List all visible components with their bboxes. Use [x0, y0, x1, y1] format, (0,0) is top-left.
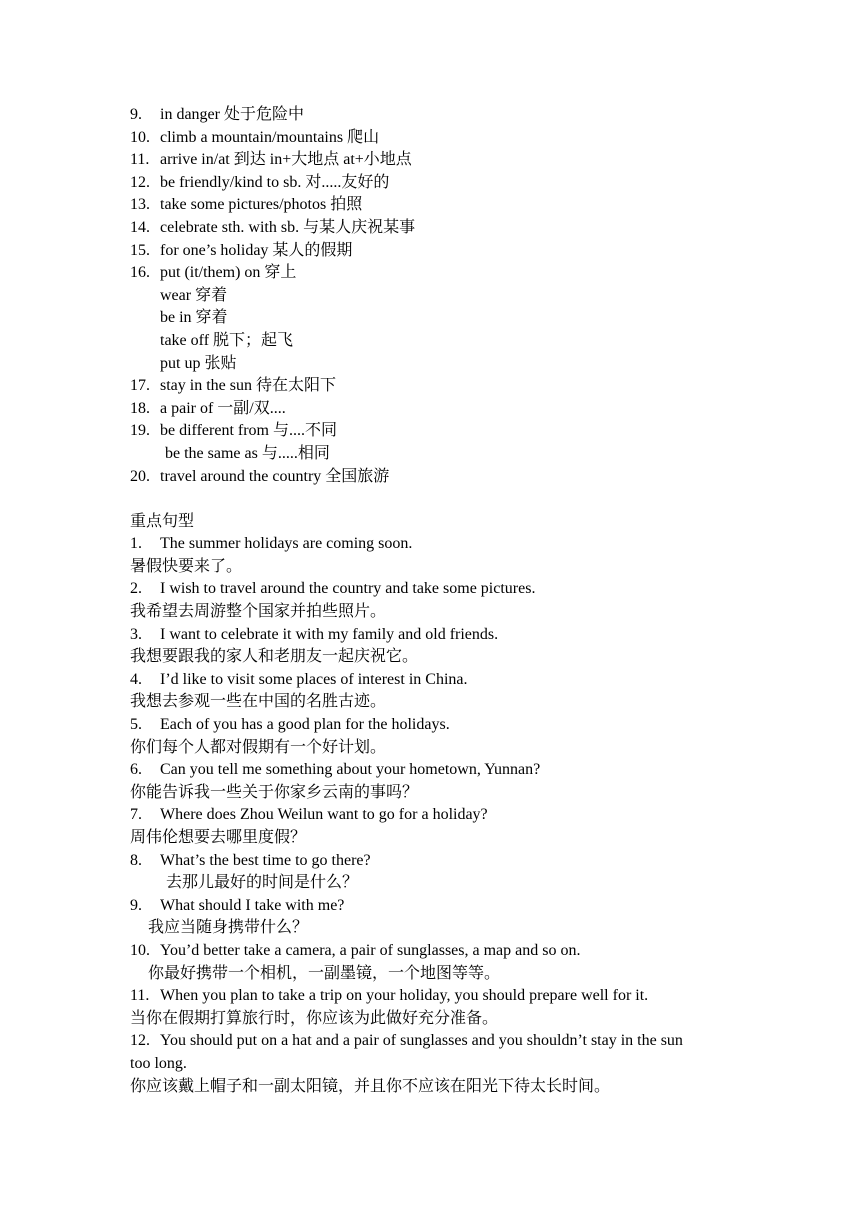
sentence-text: The summer holidays are coming soon. — [160, 535, 413, 553]
sentence-text: I’d like to visit some places of interest in China. — [160, 670, 468, 688]
sentence-text: You should put on a hat and a pair of sunglasses and you shouldn’t stay in the sun — [160, 1032, 683, 1050]
item-number: 3. — [130, 625, 142, 643]
sentence-en — [130, 714, 740, 737]
sentence-en-continued: too long. — [130, 1054, 187, 1072]
item-number: 10. — [130, 128, 150, 146]
item-number: 20. — [130, 467, 150, 485]
item-number: 10. — [130, 941, 150, 959]
item-number: 7. — [130, 806, 142, 824]
sentence-en — [130, 985, 740, 1008]
sentence-en — [130, 804, 740, 827]
item-number: 19. — [130, 422, 150, 440]
phrase-text: put up 张贴 — [160, 354, 237, 372]
sentence-zh: 你能告诉我一些关于你家乡云南的事吗？ — [130, 783, 419, 801]
blank-line — [130, 488, 740, 511]
sentence-zh: 周伟伦想要去哪里度假？ — [130, 829, 307, 846]
phrase-text: be the same as 与.....相同 — [165, 444, 330, 462]
sentence-zh: 我想要跟我的家人和老朋友一起庆祝它。 — [130, 648, 419, 666]
item-number: 12. — [130, 1032, 150, 1050]
phrase-item — [130, 104, 740, 127]
phrase-item — [130, 420, 740, 443]
phrase-item — [130, 127, 740, 150]
phrase-text: be in 穿着 — [160, 309, 228, 327]
phrase-item — [130, 398, 740, 421]
item-number: 9. — [130, 106, 142, 123]
sentence-text: When you plan to take a trip on your holiday, you should prepare well for it. — [160, 987, 649, 1005]
sentence-en — [130, 669, 740, 692]
phrase-subitem — [130, 307, 740, 330]
sentence-en — [130, 578, 740, 601]
sentence-en — [130, 940, 740, 963]
phrase-text: take some pictures/photos 拍照 — [160, 196, 363, 214]
sentence-en — [130, 850, 740, 873]
item-number: 17. — [130, 377, 150, 395]
phrase-text: travel around the country 全国旅游 — [160, 467, 390, 485]
phrase-text: climb a mountain/mountains 爬山 — [160, 128, 380, 146]
sentence-en — [130, 1030, 740, 1053]
sentence-text: Can you tell me something about your hometown, Yunnan? — [160, 761, 541, 779]
sentence-en — [130, 624, 740, 647]
phrase-text: in danger 处于危险中 — [160, 106, 304, 123]
sentence-en — [130, 895, 740, 918]
item-number: 18. — [130, 399, 150, 417]
phrase-subitem — [130, 443, 740, 466]
item-number: 11. — [130, 151, 150, 169]
phrase-subitem — [130, 353, 740, 376]
phrase-text: a pair of 一副/双.... — [160, 399, 286, 417]
sentence-text: What’s the best time to go there? — [160, 851, 371, 869]
phrase-text: for one’s holiday 某人的假期 — [160, 241, 353, 259]
sentence-zh: 我应当随身携带什么？ — [148, 919, 309, 937]
phrase-text: be friendly/kind to sb. 对.....友好的 — [160, 173, 390, 191]
item-number: 1. — [130, 535, 142, 553]
phrase-text: put (it/them) on 穿上 — [160, 264, 297, 282]
sentence-zh: 我希望去周游整个国家并拍些照片。 — [130, 603, 387, 621]
item-number: 14. — [130, 218, 150, 236]
item-number: 8. — [130, 851, 142, 869]
phrase-text: take off 脱下；起飞 — [160, 331, 294, 349]
sentence-text: I want to celebrate it with my family and old friends. — [160, 625, 499, 643]
sentence-text: What should I take with me? — [160, 896, 345, 914]
phrase-text: wear 穿着 — [160, 286, 228, 304]
sentence-en — [130, 533, 740, 556]
item-number: 6. — [130, 761, 142, 779]
item-number: 11. — [130, 987, 150, 1005]
item-number: 16. — [130, 264, 150, 282]
item-number: 12. — [130, 173, 150, 191]
sentence-zh: 当你在假期打算旅行时，你应该为此做好充分准备。 — [130, 1009, 499, 1027]
sentence-zh: 你们每个人都对假期有一个好计划。 — [130, 738, 387, 756]
sentence-text: Where does Zhou Weilun want to go for a holiday? — [160, 806, 488, 824]
item-number: 5. — [130, 716, 142, 734]
sentence-zh: 你最好携带一个相机，一副墨镜，一个地图等等。 — [148, 964, 501, 982]
sentence-text: Each of you has a good plan for the holidays. — [160, 716, 450, 734]
sentence-zh: 你应该戴上帽子和一副太阳镜，并且你不应该在阳光下待太长时间。 — [130, 1077, 611, 1095]
phrase-text: celebrate sth. with sb. 与某人庆祝某事 — [160, 218, 416, 236]
document-content — [130, 104, 740, 1098]
sentence-zh: 去那儿最好的时间是什么？ — [166, 874, 359, 892]
phrase-item — [130, 172, 740, 195]
item-number: 4. — [130, 670, 142, 688]
phrase-text: arrive in/at 到达 in+大地点 at+小地点 — [160, 151, 412, 169]
item-number: 13. — [130, 196, 150, 214]
phrase-text: be different from 与....不同 — [160, 422, 337, 440]
phrase-subitem — [130, 330, 740, 353]
phrase-text: stay in the sun 待在太阳下 — [160, 377, 336, 395]
phrase-item — [130, 262, 740, 285]
section-title: 重点句型 — [130, 512, 195, 530]
item-number: 9. — [130, 896, 142, 914]
phrase-item — [130, 466, 740, 489]
phrase-item — [130, 240, 740, 263]
phrase-item — [130, 375, 740, 398]
sentence-text: I wish to travel around the country and take some pictures. — [160, 580, 536, 598]
sentence-zh: 我想去参观一些在中国的名胜古迹。 — [130, 693, 387, 711]
sentence-zh: 暑假快要来了。 — [130, 557, 243, 575]
phrase-item — [130, 149, 740, 172]
sentence-text: You’d better take a camera, a pair of sunglasses, a map and so on. — [160, 941, 581, 959]
item-number: 15. — [130, 241, 150, 259]
phrase-item — [130, 194, 740, 217]
sentence-en — [130, 759, 740, 782]
phrase-subitem — [130, 285, 740, 308]
phrase-item — [130, 217, 740, 240]
item-number: 2. — [130, 580, 142, 598]
